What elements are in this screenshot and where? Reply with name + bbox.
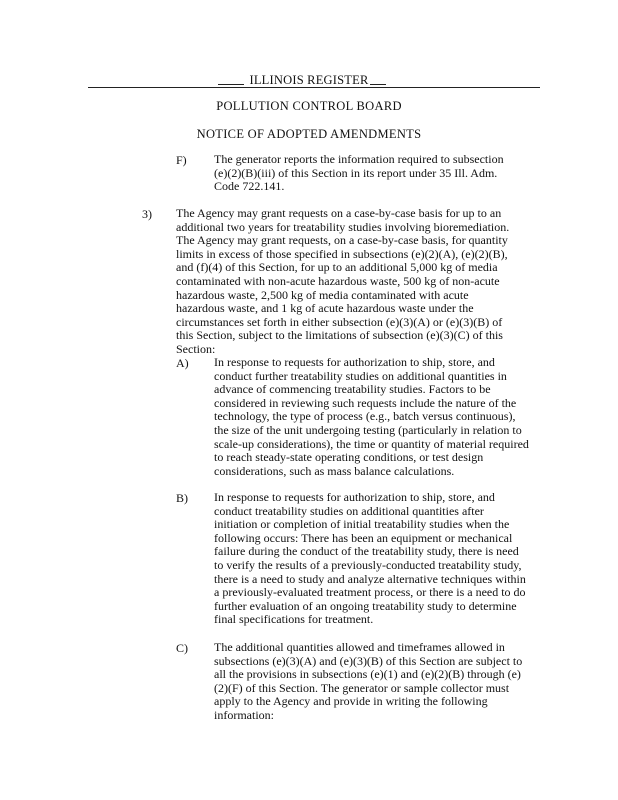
- item-label-3: 3): [142, 207, 152, 221]
- item-text-3: The Agency may grant requests on a case-by-case basis for up to an additional two years for treatability studies involving bioremediation. The Agency may grant requests, on a case-by-case basis, for quantity limits in excess of those specified in subsections (e)(2)(A), (e)(2)(B), and (f)(4) of this Section, for up to an additional 5,000 kg of media contaminated with non-acute hazardous waste, 500 kg of non-acute hazardous waste, 2,500 kg of media contaminated with acute hazardous waste, and 1 kg of acute hazardous waste under the circumstances set forth in either subsection (e)(3)(A) or (e)(3)(B) of this Section, subject to the limitations of subsection (e)(3)(C) of this Section:: [176, 206, 510, 356]
- item-label-a: A): [176, 356, 189, 370]
- header-dash-left: [218, 84, 244, 85]
- header-dash-right: [370, 84, 386, 85]
- item-text-c: The additional quantities allowed and timeframes allowed in subsections (e)(3)(A) and (e)(3)(B) of this Section are subject to all the provisions in subsections (e)(1) and (e)(2)(B) through (e)(2)(F) of this Section. The generator or sample collector must apply to the Agency and provide in writing the following information:: [214, 640, 523, 722]
- item-label-b: B): [176, 491, 188, 505]
- header-rule: [88, 87, 540, 88]
- item-text-f: The generator reports the information required to subsection (e)(2)(B)(iii) of this Section in its report under 35 Ill. Adm. Code 722.141.: [214, 152, 504, 194]
- item-label-c: C): [176, 641, 188, 655]
- item-label-f: F): [176, 153, 187, 167]
- item-text-a: In response to requests for authorization to ship, store, and conduct further treatability studies on additional quantities in advance of commencing treatability studies. Factors to be considered in reviewing such requests include the nature of the technology, the type of process (e.g., batch versus continuous), the size of the unit undergoing testing (particularly in relation to scale-up considerations), the time or quantity of material required to reach steady-state operating conditions, or test design considerations, such as mass balance calculations.: [214, 355, 529, 478]
- board-title: POLLUTION CONTROL BOARD: [216, 99, 402, 113]
- register-title: ILLINOIS REGISTER: [249, 73, 369, 87]
- item-text-b: In response to requests for authorization to ship, store, and conduct treatability studies on additional quantities after initiation or completion of initial treatability studies when the following occurs: There has been an equipment or mechanical failure during the conduct of the treatability study, there is need to verify the results of a previously-conducted treatability study, there is a need to study and analyze alternative techniques within a previously-evaluated treatment process, or there is a need to do further evaluation of an ongoing treatability study to determine final specifications for treatment.: [214, 490, 526, 627]
- notice-title: NOTICE OF ADOPTED AMENDMENTS: [196, 127, 422, 141]
